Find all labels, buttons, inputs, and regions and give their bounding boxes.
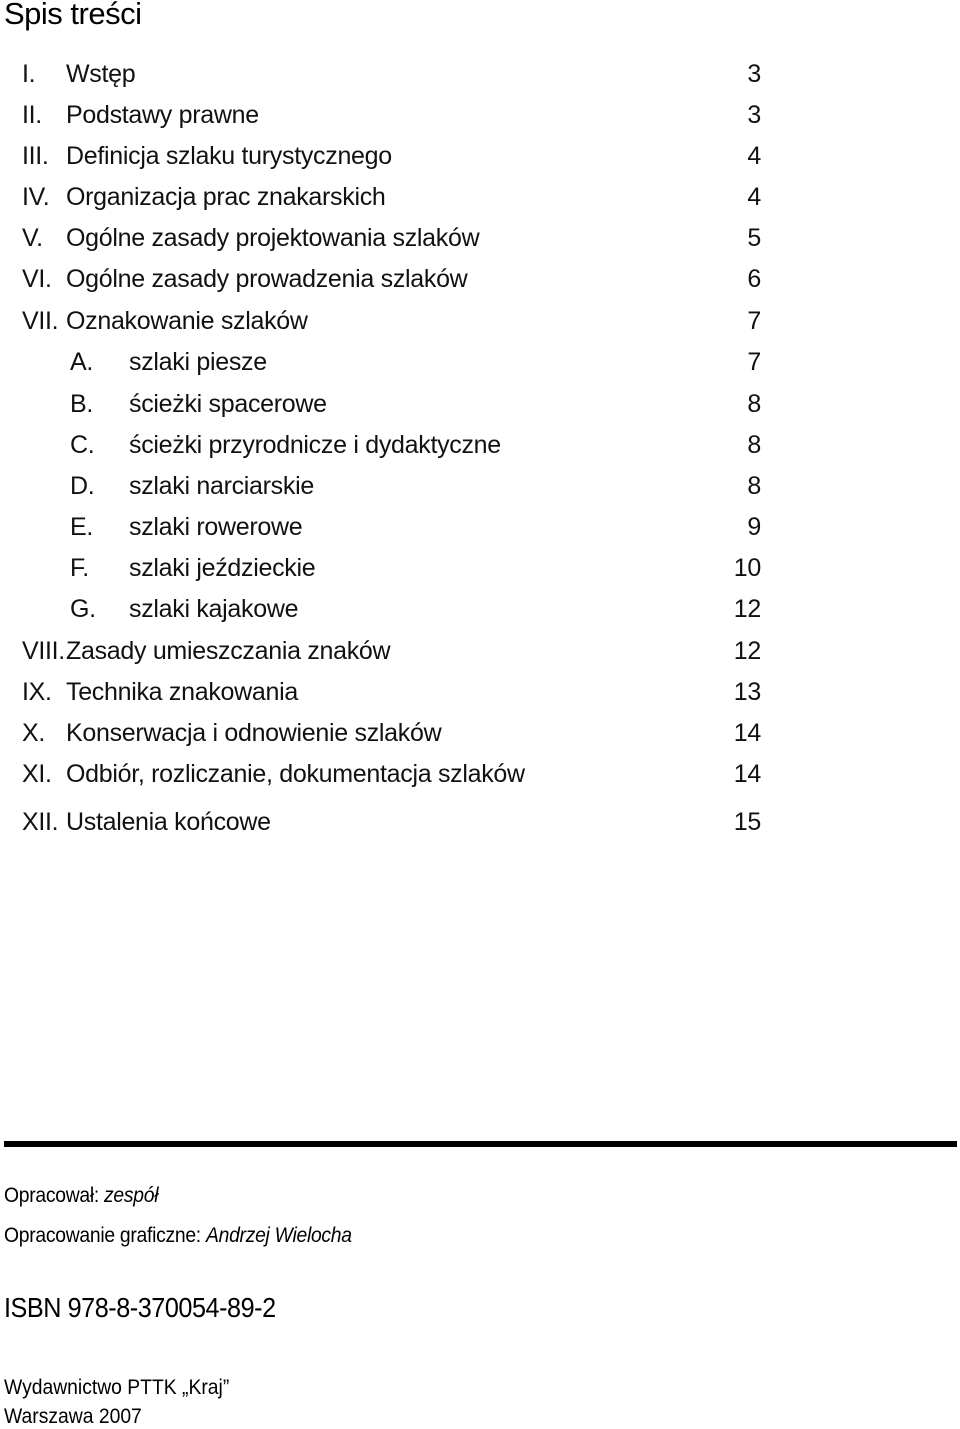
toc-entry-number: IV. <box>22 183 50 211</box>
toc-entry-number: XII. <box>22 808 59 836</box>
toc-entry-label: Wstęp <box>66 60 136 88</box>
toc-entry-label: Zasady umieszczania znaków <box>66 637 391 665</box>
toc-entry <box>0 183 960 217</box>
toc-entry-page: 14 <box>733 719 761 747</box>
toc-entry-label: szlaki kajakowe <box>129 595 299 623</box>
toc-entry-page: 14 <box>733 760 761 788</box>
toc-entry-page: 3 <box>747 60 761 88</box>
page-title: Spis treści <box>4 0 142 31</box>
graphics-label: Opracowanie graficzne: <box>4 1224 206 1247</box>
toc-entry-number: E. <box>70 513 94 541</box>
toc-entry-page: 15 <box>733 808 761 836</box>
toc-entry <box>0 265 960 299</box>
toc-entry-page: 12 <box>733 595 761 623</box>
toc-entry-label: Technika znakowania <box>66 678 298 706</box>
toc-entry-label: szlaki piesze <box>129 348 267 376</box>
toc-entry-number: G. <box>70 595 96 623</box>
toc-entry-number: I. <box>22 60 36 88</box>
isbn: ISBN 978-8-370054-89-2 <box>4 1292 276 1323</box>
toc-entry-label: ścieżki przyrodnicze i dydaktyczne <box>129 431 501 459</box>
toc-entry <box>0 719 960 753</box>
toc-entry-page: 3 <box>747 101 761 129</box>
toc-entry-page: 4 <box>747 142 761 170</box>
toc-entry-label: szlaki jeździeckie <box>129 554 316 582</box>
divider <box>4 1141 957 1147</box>
toc-entry-number: XI. <box>22 760 52 788</box>
publisher-name: Wydawnictwo PTTK „Kraj” <box>4 1376 230 1399</box>
toc-entry-number: C. <box>70 431 95 459</box>
toc-entry-number: B. <box>70 390 94 418</box>
toc-entry <box>0 678 960 712</box>
toc-entry <box>0 554 960 588</box>
author-credit <box>4 1184 158 1208</box>
toc-entry <box>0 307 960 341</box>
graphics-credit <box>4 1224 352 1248</box>
toc-entry-page: 7 <box>747 348 761 376</box>
toc-entry <box>0 224 960 258</box>
toc-entry-label: Organizacja prac znakarskich <box>66 183 386 211</box>
toc-entry-number: VIII. <box>22 637 65 665</box>
toc-entry-number: V. <box>22 224 43 252</box>
toc-entry-page: 8 <box>747 390 761 418</box>
toc-entry-number: A. <box>70 348 94 376</box>
toc-entry <box>0 142 960 176</box>
toc-entry-number: D. <box>70 472 95 500</box>
toc-entry-label: Odbiór, rozliczanie, dokumentacja szlaków <box>66 760 525 788</box>
toc-entry-label: Definicja szlaku turystycznego <box>66 142 392 170</box>
toc-entry-number: VI. <box>22 265 52 293</box>
toc-entry <box>0 760 960 794</box>
toc-entry-number: II. <box>22 101 42 129</box>
toc-entry-label: szlaki narciarskie <box>129 472 314 500</box>
toc-entry-label: ścieżki spacerowe <box>129 390 327 418</box>
toc-entry-page: 10 <box>733 554 761 582</box>
toc-entry-page: 4 <box>747 183 761 211</box>
toc-entry-page: 7 <box>747 307 761 335</box>
toc-entry <box>0 513 960 547</box>
toc-entry-page: 5 <box>747 224 761 252</box>
toc-entry-label: Podstawy prawne <box>66 101 259 129</box>
toc-entry-label: Oznakowanie szlaków <box>66 307 308 335</box>
toc-entry <box>0 808 960 842</box>
toc-entry-number: III. <box>22 142 49 170</box>
toc-entry-page: 8 <box>747 472 761 500</box>
toc-entry-page: 9 <box>747 513 761 541</box>
toc-entry-label: szlaki rowerowe <box>129 513 303 541</box>
toc-entry-label: Konserwacja i odnowienie szlaków <box>66 719 442 747</box>
toc-entry-number: IX. <box>22 678 52 706</box>
toc-entry <box>0 431 960 465</box>
toc-entry-label: Ustalenia końcowe <box>66 808 271 836</box>
toc-entry <box>0 101 960 135</box>
toc-entry <box>0 60 960 94</box>
toc-entry <box>0 637 960 671</box>
toc-entry-number: VII. <box>22 307 59 335</box>
author-label: Opracował: <box>4 1184 105 1207</box>
publisher-place-year: Warszawa 2007 <box>4 1405 142 1428</box>
toc-entry-number: X. <box>22 719 46 747</box>
toc-entry <box>0 595 960 629</box>
toc-entry-page: 6 <box>747 265 761 293</box>
toc-entry-number: F. <box>70 554 89 582</box>
toc-entry-page: 12 <box>733 637 761 665</box>
toc-entry-page: 13 <box>733 678 761 706</box>
toc-entry <box>0 348 960 382</box>
toc-entry <box>0 472 960 506</box>
graphics-value: Andrzej Wielocha <box>205 1224 352 1247</box>
author-value: zespół <box>104 1184 159 1207</box>
toc-entry-page: 8 <box>747 431 761 459</box>
toc-entry-label: Ogólne zasady prowadzenia szlaków <box>66 265 468 293</box>
toc-entry-label: Ogólne zasady projektowania szlaków <box>66 224 480 252</box>
toc-entry <box>0 390 960 424</box>
